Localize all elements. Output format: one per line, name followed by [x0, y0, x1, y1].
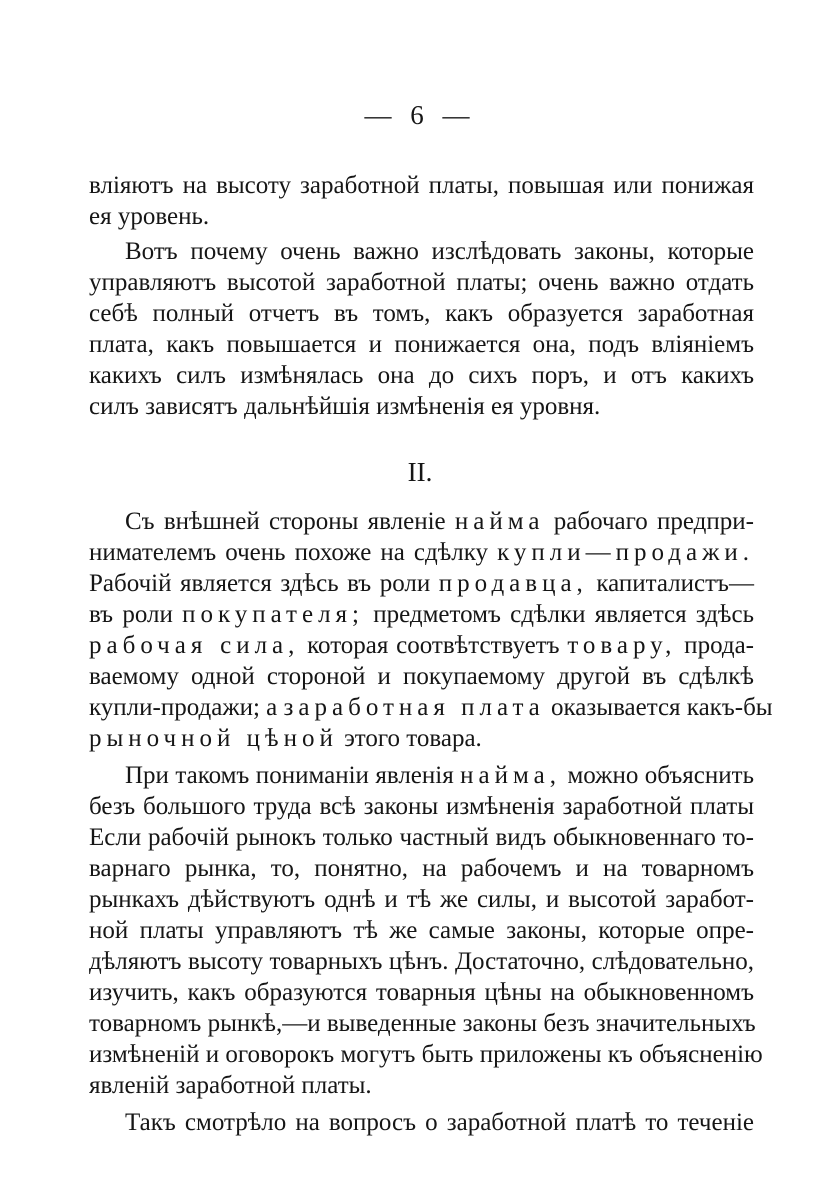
- spaced-term: найма: [454, 508, 545, 535]
- text-line: товарномъ рынкѣ,—и выведенные законы безъ значительныхъ: [89, 1010, 756, 1037]
- spaced-term: рыночной цѣной: [89, 725, 338, 752]
- text-line: изучить, какъ образуются товарныя цѣны на обыкновенномъ: [89, 979, 754, 1006]
- text-line: безъ большого труда всѣ законы измѣненія заработной платы: [89, 793, 754, 820]
- text-line: Если рабочій рынокъ только частный видъ обыкновеннаго то-: [89, 824, 754, 851]
- spaced-term: покупателя;: [182, 601, 365, 628]
- text-line: въ роли покупателя; предметомъ сдѣлки является здѣсь: [89, 601, 754, 628]
- text-line: какихъ силъ измѣнялась она до сихъ поръ, и отъ какихъ: [89, 362, 754, 389]
- spaced-term: продавца,: [438, 570, 588, 597]
- text-line: купли-продажи; а заработная плата оказывается какъ-бы: [89, 694, 773, 721]
- text-line: рабочая сила, которая соотвѣтствуетъ товару, прода-: [89, 632, 754, 659]
- text-line: управляютъ высотой заработной платы; очень важно отдать: [89, 269, 754, 296]
- text-line: силъ зависятъ дальнѣйшія измѣненія ея уровня.: [89, 393, 601, 420]
- text-line: ея уровень.: [89, 203, 210, 230]
- text-line: Рабочій является здѣсь въ роли продавца, капиталистъ—: [89, 570, 754, 597]
- text-line: вліяютъ на высоту заработной платы, повышая или понижая: [89, 172, 754, 199]
- text-line: ваемому одной стороной и покупаемому другой въ сдѣлкѣ: [89, 663, 754, 690]
- page-number: — 6 —: [364, 100, 476, 130]
- text-line: нимателемъ очень похоже на сдѣлку купли—продажи.: [89, 539, 754, 566]
- spaced-term: заработная плата: [283, 694, 545, 721]
- text-line: плата, какъ повышается и понижается она, подъ вліяніемъ: [89, 331, 754, 358]
- text-line: измѣненій и оговорокъ могутъ быть приложены къ объясненію: [89, 1041, 763, 1068]
- text-line: Вотъ почему очень важно изслѣдовать законы, которые: [125, 238, 754, 265]
- spaced-term: купли—продажи.: [497, 539, 754, 566]
- text-line: себѣ полный отчетъ въ томъ, какъ образуется заработная: [89, 300, 754, 327]
- text-line: дѣляютъ высоту товарныхъ цѣнъ. Достаточно, слѣдовательно,: [89, 948, 754, 975]
- text-line: ной платы управляютъ тѣ же самые законы, которые опре-: [89, 917, 754, 944]
- text-line: При такомъ пониманіи явленія найма, можно объяснить: [125, 762, 754, 789]
- section-heading: II.: [407, 457, 433, 487]
- spaced-term: рабочая сила,: [89, 632, 300, 659]
- text-line: рынкахъ дѣйствуютъ однѣ и тѣ же силы, и высотой заработ-: [89, 886, 754, 913]
- text-line: варнаго рынка, то, понятно, на рабочемъ и на товарномъ: [89, 855, 754, 882]
- text-line: рыночной цѣной этого товара.: [89, 725, 482, 752]
- text-line: явленій заработной платы.: [89, 1072, 372, 1099]
- text-line: Такъ смотрѣло на вопросъ о заработной платѣ то теченіе: [125, 1109, 754, 1136]
- spaced-term: найма,: [460, 762, 562, 789]
- spaced-term: товару,: [567, 632, 677, 659]
- text-line: Съ внѣшней стороны явленіе найма рабочаго предпри-: [125, 508, 754, 535]
